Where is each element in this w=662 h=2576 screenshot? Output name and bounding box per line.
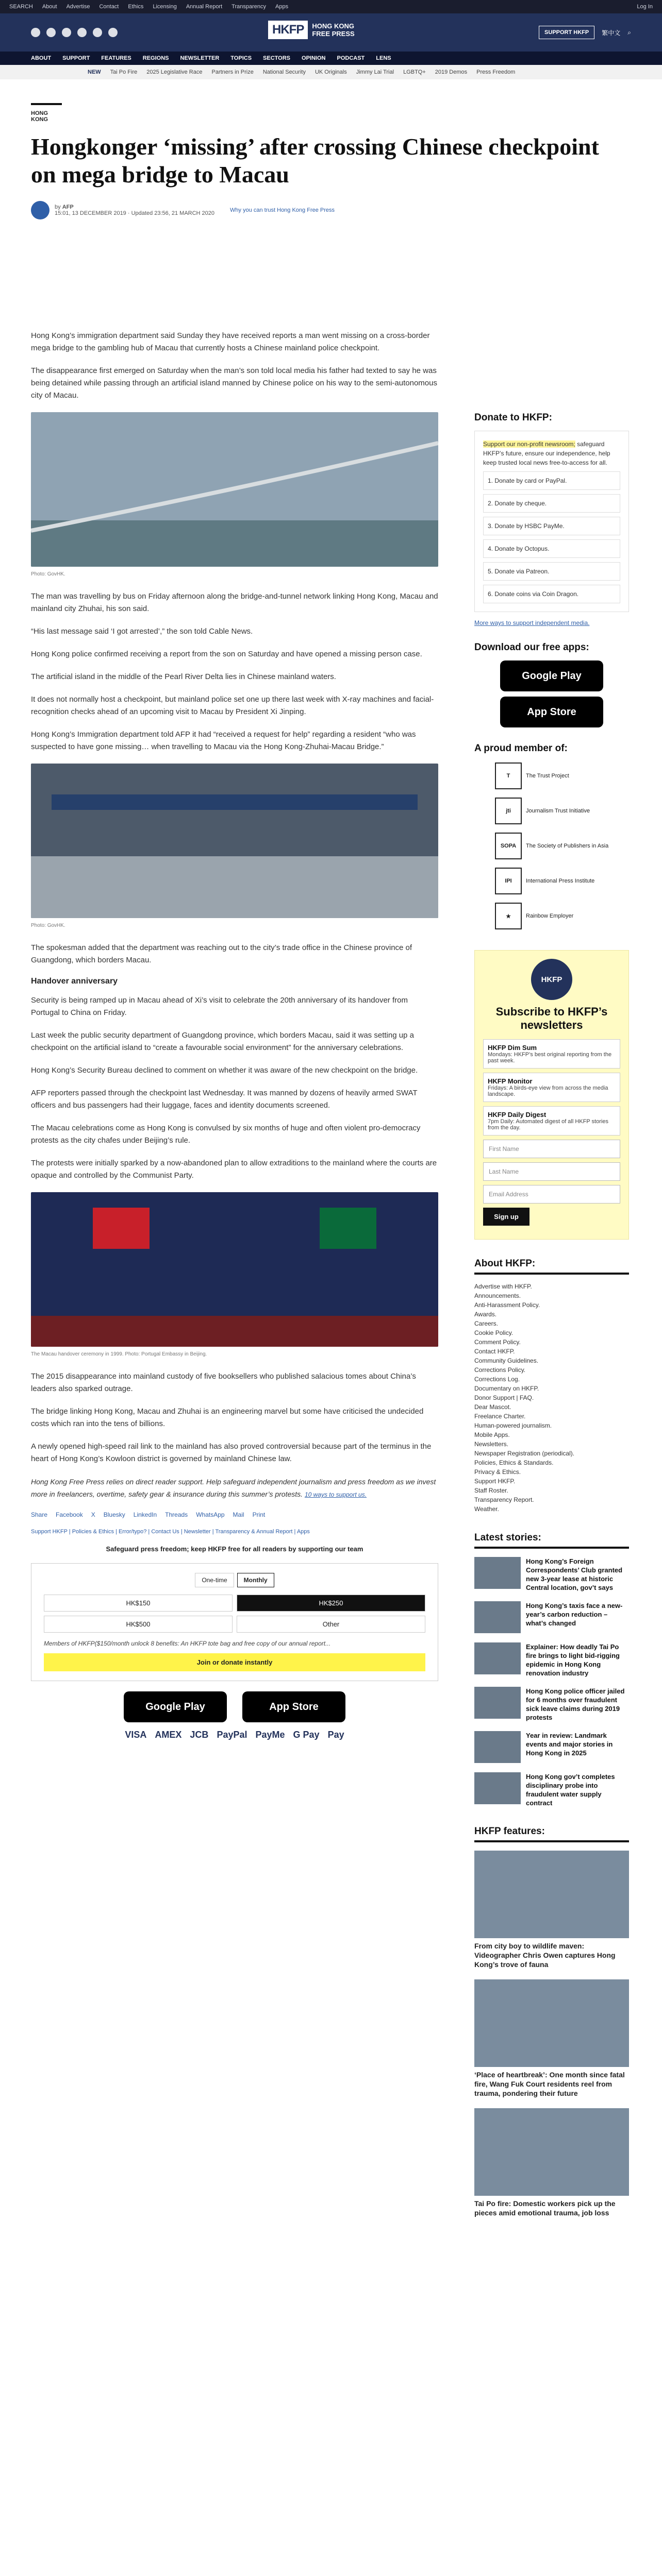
- search-icon[interactable]: ⌕: [627, 28, 631, 36]
- about-link[interactable]: Advertise with HKFP.: [474, 1283, 532, 1290]
- feature-title: From city boy to wildlife maven: Videographer Chris Owen captures Hong Kong’s trove of fauna: [474, 1942, 616, 1969]
- member-ipi[interactable]: [495, 868, 629, 894]
- share-bluesky-button[interactable]: Bluesky: [103, 1511, 125, 1518]
- top-utility-bar: [0, 0, 662, 13]
- member-label: Rainbow Employer: [526, 913, 574, 919]
- support-ways-link[interactable]: 10 ways to support us.: [304, 1491, 367, 1498]
- story-title: Year in review: Landmark events and major stories in Hong Kong in 2025: [526, 1732, 613, 1757]
- about-list: [474, 1282, 629, 1514]
- top-link-annual-report[interactable]: Annual Report: [186, 4, 223, 10]
- feature-image: [474, 1979, 629, 2067]
- member-rainbow[interactable]: [495, 903, 629, 929]
- donate-heading: Donate to HKFP:: [474, 412, 552, 423]
- ticker-item[interactable]: Press Freedom: [476, 69, 516, 75]
- donate-option[interactable]: 1. Donate by card or PayPal.: [483, 471, 620, 490]
- newsletter-desc: Mondays: HKFP’s best original reporting from the past week.: [488, 1052, 612, 1064]
- amount-option[interactable]: Other: [237, 1616, 425, 1633]
- member-label: Journalism Trust Initiative: [526, 808, 590, 814]
- about-heading: About HKFP:: [474, 1258, 629, 1275]
- instagram-icon[interactable]: [62, 28, 71, 37]
- paragraph: Hong Kong’s Security Bureau declined to comment on whether it was aware of the new checkpoint on the bridge.: [31, 1066, 418, 1075]
- nav-support[interactable]: SUPPORT: [62, 55, 90, 61]
- bluesky-icon[interactable]: [108, 28, 118, 37]
- share-threads-button[interactable]: Threads: [165, 1511, 188, 1518]
- newsletter-option[interactable]: [483, 1106, 620, 1136]
- story-thumbnail: [474, 1731, 521, 1763]
- story-thumbnail: [474, 1642, 521, 1674]
- top-link-about[interactable]: About: [42, 4, 57, 10]
- sopa-icon: SOPA: [495, 833, 522, 859]
- youtube-icon[interactable]: [77, 28, 87, 37]
- newsletter-desc: Fridays: A birds-eye view from across the media landscape.: [488, 1085, 608, 1097]
- updated-date: Updated 23:56, 21 MARCH 2020: [131, 210, 215, 216]
- story-item[interactable]: [474, 1731, 629, 1763]
- facebook-icon[interactable]: [31, 28, 40, 37]
- paragraph: The spokesman added that the department was reaching out to the city’s trade office in the Chinese province of Guangdong, which borders Macau.: [31, 943, 412, 964]
- newsletter-option[interactable]: [483, 1039, 620, 1069]
- one-time-tab[interactable]: One-time: [195, 1573, 234, 1587]
- amount-option[interactable]: HK$150: [44, 1595, 233, 1612]
- story-item[interactable]: [474, 1557, 629, 1592]
- donate-box: [474, 431, 629, 612]
- story-item[interactable]: [474, 1772, 629, 1807]
- amount-option[interactable]: HK$500: [44, 1616, 233, 1633]
- paragraph: The disappearance first emerged on Saturday when the man’s son told local media his father had texted to say he was being detained while passing through an artificial island manned by Chinese police on his way to the semi-autonomous city of Macau.: [31, 366, 437, 400]
- gpay-icon: G Pay: [293, 1730, 320, 1740]
- last-name-input[interactable]: Last Name: [483, 1162, 620, 1181]
- share-facebook-button[interactable]: Facebook: [56, 1511, 83, 1518]
- google-play-button[interactable]: Google Play: [124, 1691, 227, 1722]
- article-body: [31, 330, 438, 1740]
- top-link-apps[interactable]: Apps: [275, 4, 289, 10]
- join-donate-button[interactable]: Join or donate instantly: [44, 1653, 425, 1671]
- paragraph: The 2015 disappearance into mainland custody of five booksellers who published salacious tomes about China’s leaders also sparked outrage.: [31, 1372, 416, 1393]
- login-link[interactable]: Log In: [637, 4, 653, 10]
- donate-list: [483, 471, 620, 603]
- ticker-item[interactable]: Tai Po Fire: [110, 69, 138, 75]
- visa-icon: VISA: [125, 1730, 147, 1740]
- payme-icon: PayMe: [255, 1730, 285, 1740]
- paragraph: A newly opened high-speed rail link to the mainland has also proved controversial because part of the terminus in the heart of Hong Kong’s Kowloon district is governed by mainland Chinese law.: [31, 1442, 432, 1463]
- search-link[interactable]: SEARCH: [9, 4, 33, 10]
- share-mail-button[interactable]: Mail: [233, 1511, 244, 1518]
- ticker-item[interactable]: Jimmy Lai Trial: [356, 69, 394, 75]
- member-trust-project[interactable]: [495, 762, 629, 789]
- newsletter-option[interactable]: [483, 1073, 620, 1102]
- donate-option[interactable]: 5. Donate via Patreon.: [483, 562, 620, 581]
- article-page: [0, 103, 662, 221]
- ticker-item[interactable]: National Security: [262, 69, 306, 75]
- paragraph: It does not normally host a checkpoint, but mainland police set one up there last week with X-ray machines and facial-recognition checks ahead of an upcoming visit to Macau by President Xi Jinping.: [31, 695, 434, 716]
- top-link-licensing[interactable]: Licensing: [153, 4, 177, 10]
- photo-caption: The Macau handover ceremony in 1999. Photo: Portugal Embassy in Beijing.: [31, 1351, 207, 1357]
- about-link[interactable]: Newspaper Registration (periodical).: [474, 1450, 575, 1457]
- donate-text: safeguard HKFP’s future, ensure our independence, help keep trusted local news free-to-access for all.: [483, 440, 610, 466]
- by-label: by: [55, 204, 61, 210]
- sidebar: [474, 412, 629, 2228]
- about-link[interactable]: Weather.: [474, 1505, 499, 1513]
- jcb-icon: JCB: [190, 1730, 209, 1740]
- about-link[interactable]: Donor Support | FAQ.: [474, 1394, 534, 1401]
- feature-item[interactable]: [474, 1979, 629, 2098]
- newsletter-name: HKFP Monitor: [488, 1077, 533, 1085]
- paragraph: Hong Kong’s Immigration department told AFP it had “received a request for help” regarding a resident “who was suspected to have gone missing… when travelling to Macau via the Hong Kong-Zhuhai-Macau Bridge.”: [31, 730, 416, 751]
- ipi-icon: IPI: [495, 868, 522, 894]
- about-link[interactable]: Announcements.: [474, 1292, 521, 1299]
- about-link[interactable]: Dear Mascot.: [474, 1403, 511, 1411]
- support-appeal: [31, 1476, 438, 1501]
- donate-option[interactable]: 4. Donate by Octopus.: [483, 539, 620, 558]
- story-item[interactable]: [474, 1601, 629, 1633]
- about-link[interactable]: Freelance Charter.: [474, 1413, 526, 1420]
- ticker-item[interactable]: LGBTQ+: [403, 69, 426, 75]
- signup-button[interactable]: Sign up: [483, 1208, 529, 1226]
- google-play-button[interactable]: Google Play: [500, 660, 603, 691]
- app-store-button[interactable]: App Store: [500, 697, 603, 727]
- subheading: Handover anniversary: [31, 977, 118, 986]
- newsletter-title: Subscribe to HKFP’s newsletters: [495, 1005, 608, 1031]
- safeguard-text: Safeguard press freedom; keep HKFP free for all readers by supporting our team: [106, 1545, 363, 1553]
- nav-regions[interactable]: REGIONS: [142, 55, 169, 61]
- logo-text: [312, 22, 354, 38]
- story-title: Hong Kong police officer jailed for 6 months over fraudulent sick leave claims during 2019 protests: [526, 1687, 625, 1721]
- donate-option[interactable]: 2. Donate by cheque.: [483, 494, 620, 513]
- features-heading: HKFP features:: [474, 1826, 629, 1842]
- story-title: Hong Kong’s taxis face a new-year’s carbon reduction – what’s changed: [526, 1602, 623, 1627]
- member-sopa[interactable]: [495, 833, 629, 859]
- byline: [31, 200, 631, 221]
- nav-features[interactable]: FEATURES: [101, 55, 131, 61]
- article-title: Hongkonger ‘missing’ after crossing Chinese checkpoint on mega bridge to Macau: [31, 133, 599, 188]
- monthly-tab[interactable]: Monthly: [237, 1573, 274, 1587]
- nav-opinion[interactable]: OPINION: [302, 55, 326, 61]
- about-link[interactable]: Corrections Log.: [474, 1376, 520, 1383]
- apps-heading: Download our free apps:: [474, 642, 589, 653]
- nav-about[interactable]: ABOUT: [31, 55, 52, 61]
- features-section: [474, 1826, 629, 2217]
- footer-app-buttons: [31, 1691, 438, 1722]
- about-link[interactable]: Mobile Apps.: [474, 1431, 510, 1438]
- proud-member-heading: A proud member of:: [474, 743, 568, 754]
- site-header: [0, 13, 662, 52]
- share-label: Share: [31, 1511, 48, 1518]
- share-row: [31, 1511, 438, 1518]
- share-linkedin-button[interactable]: LinkedIn: [133, 1511, 157, 1518]
- lang-switch[interactable]: [602, 28, 620, 37]
- support-hkfp-button[interactable]: SUPPORT HKFP: [539, 26, 594, 39]
- member-label: The Society of Publishers in Asia: [526, 843, 609, 849]
- about-link[interactable]: Newsletters.: [474, 1440, 509, 1448]
- hkfp-circle-logo: HKFP: [531, 959, 572, 1000]
- logo-box: HKFP: [268, 21, 308, 39]
- story-thumbnail: [474, 1557, 521, 1589]
- logo-line1: HONG KONG: [312, 22, 354, 30]
- x-icon[interactable]: [46, 28, 56, 37]
- lang-label2: 中文: [608, 29, 621, 37]
- about-link[interactable]: Comment Policy.: [474, 1338, 521, 1346]
- ticker-item[interactable]: UK Originals: [315, 69, 347, 75]
- story-title: Explainer: How deadly Tai Po fire brings to light bid-rigging epidemic in Hong Kong renovation industry: [526, 1643, 620, 1677]
- story-title: Hong Kong gov’t completes disciplinary probe into fraudulent water supply contract: [526, 1773, 615, 1807]
- logo-line2: FREE PRESS: [312, 30, 355, 38]
- paragraph: The bridge linking Hong Kong, Macau and Zhuhai is an engineering marvel but some have criticised the undecided costs which ran into the tens of billions.: [31, 1407, 424, 1428]
- feature-title: ‘Place of heartbreak’: One month since fatal fire, Wang Fuk Court residents reel from trauma, pondering their future: [474, 2071, 625, 2097]
- top-link-contact[interactable]: Contact: [99, 4, 119, 10]
- amount-grid: [44, 1595, 425, 1633]
- paragraph: The Macau celebrations come as Hong Kong is convulsed by six months of huge and often violent pro-democracy protests as the city chafes under Beijing’s rule.: [31, 1124, 421, 1145]
- about-link[interactable]: Privacy & Ethics.: [474, 1468, 521, 1476]
- more-ways-link[interactable]: More ways to support independent media.: [474, 619, 590, 626]
- newsletter-name: HKFP Daily Digest: [488, 1111, 547, 1118]
- frequency-toggle: [44, 1573, 425, 1587]
- rainbow-icon: ★: [495, 903, 522, 929]
- threads-icon[interactable]: [93, 28, 102, 37]
- nav-topics[interactable]: TOPICS: [230, 55, 252, 61]
- bridge-photo: [31, 412, 438, 567]
- paragraph: The artificial island in the middle of the Pearl River Delta lies in Chinese mainland waters.: [31, 672, 336, 681]
- story-thumbnail: [474, 1601, 521, 1633]
- feature-image: [474, 2108, 629, 2196]
- story-item[interactable]: [474, 1642, 629, 1677]
- payment-logos: [31, 1730, 438, 1740]
- about-link[interactable]: Staff Roster.: [474, 1487, 508, 1494]
- dates: 15:01, 13 DECEMBER 2019 · Updated 23:56, 21 MARCH 2020: [55, 210, 215, 216]
- story-title: Hong Kong’s Foreign Correspondents’ Club granted new 3-year lease at historic Central location, gov’t says: [526, 1557, 623, 1591]
- paragraph: Last week the public security department of Guangdong province, which borders Macau, said it was setting up a checkpoint on the artificial island to “create a favourable social environment” for the anniversary celebrations.: [31, 1031, 414, 1052]
- header-actions: [539, 26, 631, 39]
- ticker-item[interactable]: 2025 Legislative Race: [146, 69, 203, 75]
- email-input[interactable]: Email Address: [483, 1185, 620, 1204]
- donate-highlight[interactable]: Support our non-profit newsroom;: [483, 440, 575, 448]
- about-link[interactable]: Transparency Report.: [474, 1496, 534, 1503]
- about-link[interactable]: Support HKFP.: [474, 1478, 516, 1485]
- about-link[interactable]: Careers.: [474, 1320, 499, 1327]
- about-link[interactable]: Policies, Ethics & Standards.: [474, 1459, 554, 1466]
- paragraph: Hong Kong’s immigration department said Sunday they have received reports a man went missing on a cross-border mega bridge to the gambling hub of Macau that currently hosts a Chinese mainland police checkpoint.: [31, 331, 430, 352]
- donate-option[interactable]: 6. Donate coins via Coin Dragon.: [483, 585, 620, 603]
- feature-item[interactable]: [474, 2108, 629, 2217]
- photo-caption: Photo: GovHK.: [31, 923, 65, 928]
- ticker-item[interactable]: 2019 Demos: [435, 69, 468, 75]
- donate-option[interactable]: 3. Donate by HSBC PayMe.: [483, 517, 620, 535]
- trust-link[interactable]: Why you can trust Hong Kong Free Press: [230, 207, 335, 213]
- lang-label: 繁: [602, 29, 608, 37]
- about-link[interactable]: Cookie Policy.: [474, 1329, 514, 1336]
- member-jti[interactable]: [495, 798, 629, 824]
- paragraph: The protests were initially sparked by a now-abandoned plan to allow extraditions to the mainland where the courts are opaque and controlled by the Communist Party.: [31, 1159, 437, 1180]
- about-link[interactable]: Human-powered journalism.: [474, 1422, 552, 1429]
- nav-sectors[interactable]: SECTORS: [263, 55, 291, 61]
- newsletter-desc: 7pm Daily: Automated digest of all HKFP stories from the day.: [488, 1118, 608, 1131]
- paragraph: AFP reporters passed through the checkpoint last Wednesday. It was manned by dozens of heavily armed SWAT officers and bus passengers had their luggage, faces and identity documents screened.: [31, 1089, 418, 1110]
- feature-item[interactable]: [474, 1851, 629, 1969]
- nav-podcast[interactable]: PODCAST: [337, 55, 365, 61]
- paragraph: The man was travelling by bus on Friday afternoon along the bridge-and-tunnel network linking Hong Kong, Macau and mainland city Zhuhai, his son said.: [31, 592, 438, 613]
- author[interactable]: AFP: [62, 204, 74, 210]
- about-link[interactable]: Contact HKFP.: [474, 1348, 515, 1355]
- share-x-button[interactable]: X: [91, 1511, 95, 1518]
- story-item[interactable]: [474, 1687, 629, 1722]
- app-store-button[interactable]: App Store: [242, 1691, 345, 1722]
- photo-caption: Photo: GovHK.: [31, 571, 65, 577]
- publish-date: 15:01, 13 DECEMBER 2019: [55, 210, 126, 216]
- jti-icon: jti: [495, 798, 522, 824]
- applepay-icon: Pay: [327, 1730, 344, 1740]
- paragraph: “His last message said ‘I got arrested’,” the son told Cable News.: [31, 627, 253, 636]
- latest-section: [474, 1532, 629, 1807]
- site-logo[interactable]: [268, 21, 355, 39]
- paragraph: Hong Kong police confirmed receiving a report from the son on Saturday and have opened a missing person case.: [31, 650, 422, 658]
- nav-lens[interactable]: LENS: [376, 55, 391, 61]
- about-section: [474, 1258, 629, 1514]
- feature-title: Tai Po fire: Domestic workers pick up the pieces amid emotional trauma, job loss: [474, 2199, 616, 2217]
- trust-project-icon: T: [495, 762, 522, 789]
- story-thumbnail: [474, 1772, 521, 1804]
- feature-image: [474, 1851, 629, 1938]
- share-print-button[interactable]: Print: [252, 1511, 266, 1518]
- appeal-text: Hong Kong Free Press relies on direct reader support. Help safeguard independent journalism and press freedom as we invest more in freelancers, overtime, safety gear & insurance during this summer’s protests.: [31, 1478, 436, 1498]
- ticker-label: NEW: [88, 69, 101, 75]
- nav-newsletter[interactable]: NEWSLETTER: [180, 55, 220, 61]
- top-link-advertise[interactable]: Advertise: [66, 4, 90, 10]
- support-links[interactable]: Support HKFP | Policies & Ethics | Error/typo? | Contact Us | Newsletter | Transparency & Annual Report | Apps: [31, 1529, 310, 1535]
- about-link[interactable]: Community Guidelines.: [474, 1357, 539, 1364]
- top-link-ethics[interactable]: Ethics: [128, 4, 144, 10]
- member-label: The Trust Project: [526, 773, 569, 779]
- latest-heading: Latest stories:: [474, 1532, 629, 1549]
- top-link-transparency[interactable]: Transparency: [231, 4, 266, 10]
- share-whatsapp-button[interactable]: WhatsApp: [196, 1511, 225, 1518]
- paragraph: Security is being ramped up in Macau ahead of Xi’s visit to celebrate the 20th anniversary of its handover from Portugal to China on Friday.: [31, 996, 408, 1017]
- about-link[interactable]: Awards.: [474, 1311, 497, 1318]
- newsletter-name: HKFP Dim Sum: [488, 1044, 537, 1052]
- amount-option[interactable]: HK$250: [237, 1595, 425, 1612]
- about-link[interactable]: Corrections Policy.: [474, 1366, 526, 1374]
- author-row: [55, 204, 214, 210]
- topic-ticker: [0, 65, 662, 79]
- paypal-icon: PayPal: [217, 1730, 247, 1740]
- about-link[interactable]: Documentary on HKFP.: [474, 1385, 539, 1392]
- story-thumbnail: [474, 1687, 521, 1719]
- checkpoint-photo: [31, 764, 438, 918]
- social-icons: [31, 28, 118, 37]
- avatar: [31, 201, 49, 219]
- article-category[interactable]: HONG KONG: [31, 103, 62, 123]
- newsletter-box: [474, 950, 629, 1240]
- member-benefits: Members of HKFP($150/month unlock 8 benefits: An HKFP tote bag and free copy of our annual report...: [44, 1640, 331, 1647]
- first-name-input[interactable]: First Name: [483, 1140, 620, 1158]
- ticker-item[interactable]: Partners in Prize: [211, 69, 254, 75]
- about-link[interactable]: Anti-Harassment Policy.: [474, 1301, 540, 1309]
- byline-text: [55, 204, 214, 216]
- donation-box: [31, 1563, 438, 1681]
- main-nav: [0, 52, 662, 65]
- handover-photo: [31, 1192, 438, 1347]
- member-label: International Press Institute: [526, 878, 595, 884]
- amex-icon: AMEX: [155, 1730, 182, 1740]
